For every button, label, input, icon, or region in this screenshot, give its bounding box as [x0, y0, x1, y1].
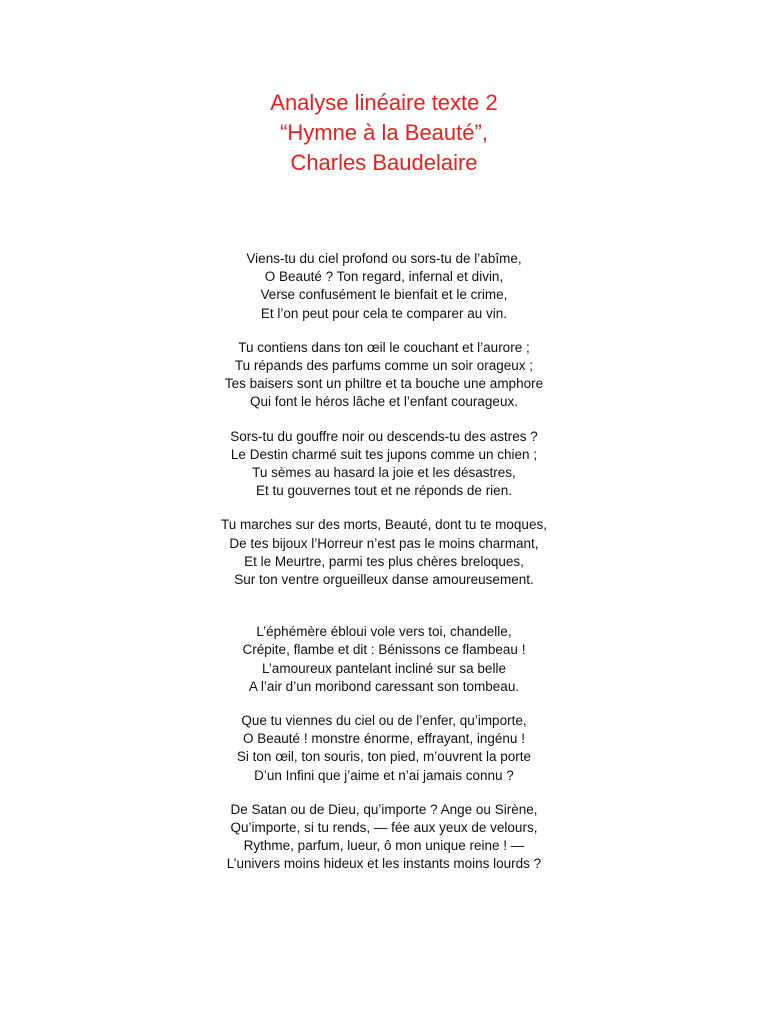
verse: Tu sèmes au hasard la joie et les désastres, [252, 465, 516, 481]
verse: Que tu viennes du ciel ou de l’enfer, qu’importe, [241, 713, 527, 729]
poem-body [0, 250, 768, 890]
title-line: Charles Baudelaire [290, 150, 478, 175]
verse: De tes bijoux l’Horreur n’est pas le moins charmant, [229, 535, 539, 551]
verse: Tu marches sur des morts, Beauté, dont tu te moques, [221, 517, 547, 533]
verse: Et l’on peut pour cela te comparer au vin. [260, 305, 508, 321]
verse: Verse confusément le bienfait et le crime, [260, 287, 508, 303]
verse: Rythme, parfum, lueur, ô mon unique reine ! — [243, 838, 525, 854]
verse: Et le Meurtre, parmi tes plus chères breloques, [244, 553, 524, 569]
stanza-4 [0, 516, 768, 589]
stanza-2 [0, 339, 768, 412]
verse: L’univers moins hideux et les instants moins lourds ? [226, 856, 542, 872]
verse: Qu’importe, si tu rends, — fée aux yeux de velours, [230, 820, 538, 836]
verse: Sors-tu du gouffre noir ou descends-tu des astres ? [230, 428, 538, 444]
verse: L’éphémère ébloui vole vers toi, chandelle, [256, 624, 512, 640]
verse: Si ton œil, ton souris, ton pied, m’ouvrent la porte [236, 749, 532, 765]
stanza-1 [0, 250, 768, 323]
verse: Tu répands des parfums comme un soir orageux ; [234, 358, 534, 374]
verse: D’un Infini que j’aime et n’ai jamais connu ? [254, 767, 514, 783]
verse: O Beauté ? Ton regard, infernal et divin, [264, 269, 504, 285]
document-title [0, 88, 768, 178]
verse: Tes baisers sont un philtre et ta bouche une amphore [224, 376, 544, 392]
verse: Qui font le héros lâche et l’enfant courageux. [250, 394, 518, 410]
verse: De Satan ou de Dieu, qu’importe ? Ange ou Sirène, [230, 801, 538, 817]
verse: L’amoureux pantelant incliné sur sa belle [262, 660, 506, 676]
stanza-6 [0, 712, 768, 785]
verse: O Beauté ! monstre énorme, effrayant, ingénu ! [243, 731, 525, 747]
stanza-7 [0, 801, 768, 874]
verse: Sur ton ventre orgueilleux danse amoureusement. [234, 572, 534, 588]
verse: Et tu gouvernes tout et ne réponds de rien. [256, 483, 512, 499]
stanza-3 [0, 428, 768, 501]
verse: Le Destin charmé suit tes jupons comme un chien ; [230, 446, 538, 462]
verse: Crépite, flambe et dit : Bénissons ce flambeau ! [242, 642, 526, 658]
stanza-5 [0, 623, 768, 696]
title-line: “Hymne à la Beauté”, [280, 120, 488, 145]
title-line: Analyse linéaire texte 2 [270, 90, 498, 115]
verse: A l’air d’un moribond caressant son tombeau. [248, 678, 520, 694]
verse: Viens-tu du ciel profond ou sors-tu de l’abîme, [246, 251, 522, 266]
verse: Tu contiens dans ton œil le couchant et l’aurore ; [238, 339, 530, 355]
